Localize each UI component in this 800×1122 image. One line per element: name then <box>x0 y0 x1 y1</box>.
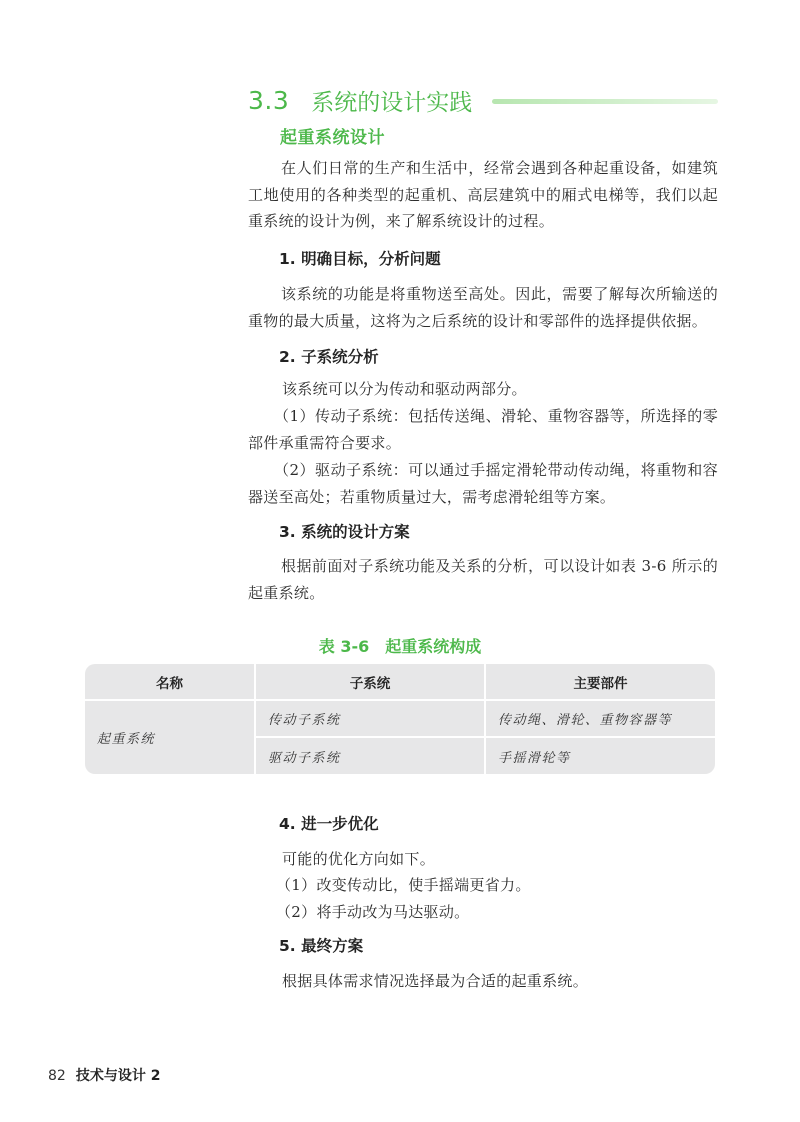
table-header-subsystem: 子系统 <box>349 675 391 692</box>
step-1-paragraph: 该系统的功能是将重物送至高处。因此，需要了解每次所输送的重物的最大质量，这将为之后系统的设计和零部件的选择提供依据。 <box>248 285 718 330</box>
step-3-paragraph: 根据前面对子系统功能及关系的分析，可以设计如表 3-6 所示的起重系统。 <box>248 557 718 602</box>
table-column-divider <box>484 664 486 774</box>
section-heading <box>248 80 718 120</box>
step-2-heading: 2. 子系统分析 <box>279 348 379 366</box>
step-4-heading: 4. 进一步优化 <box>279 815 379 833</box>
table-cell-parts: 手摇滑轮等 <box>498 750 571 766</box>
table-cell-subsystem: 驱动子系统 <box>268 750 341 766</box>
table-header-name: 名称 <box>156 675 183 692</box>
section-number: 3.3 <box>248 85 290 115</box>
table-caption <box>0 634 800 657</box>
table-header-parts: 主要部件 <box>573 675 628 692</box>
step-4-item-2: （2）将手动改为马达驱动。 <box>276 903 470 921</box>
page-number: 82 <box>48 1068 66 1084</box>
step-5-paragraph: 根据具体需求情况选择最为合适的起重系统。 <box>282 972 589 990</box>
step-3-heading: 3. 系统的设计方案 <box>279 523 410 541</box>
step-4-item-1: （1）改变传动比，使手摇端更省力。 <box>276 876 531 894</box>
table-header-divider <box>85 699 715 701</box>
table-caption-title: 起重系统构成 <box>385 637 482 656</box>
table-cell-parts: 传动绳、滑轮、重物容器等 <box>498 713 673 728</box>
section-title: 系统的设计实践 <box>311 89 473 116</box>
step-4-intro: 可能的优化方向如下。 <box>282 850 436 868</box>
book-title: 技术与设计 2 <box>75 1068 161 1084</box>
step-2-item-2: （2）驱动子系统：可以通过手摇定滑轮带动传动绳，将重物和容器送至高处；若重物质量过大，需考虑滑轮组等方案。 <box>248 461 718 506</box>
table-caption-number: 表 3-6 <box>318 637 370 656</box>
step-2-intro: 该系统可以分为传动和驱动两部分。 <box>282 380 527 398</box>
step-5-heading: 5. 最终方案 <box>279 937 364 955</box>
step-1-heading: 1. 明确目标，分析问题 <box>279 250 441 268</box>
table-cell-subsystem: 传动子系统 <box>268 713 341 728</box>
page-footer <box>48 1065 160 1085</box>
subheading: 起重系统设计 <box>280 128 385 148</box>
heading-rule <box>492 99 718 104</box>
table-column-divider <box>254 664 256 774</box>
intro-paragraph: 在人们日常的生产和生活中，经常会遇到各种起重设备，如建筑工地使用的各种类型的起重机、高层建筑中的厢式电梯等，我们以起重系统的设计为例，来了解系统设计的过程。 <box>248 159 718 230</box>
table-cell-system-name: 起重系统 <box>97 732 156 747</box>
subsystem-table <box>85 664 715 774</box>
step-2-item-1: （1）传动子系统：包括传送绳、滑轮、重物容器等，所选择的零部件承重需符合要求。 <box>248 407 718 452</box>
